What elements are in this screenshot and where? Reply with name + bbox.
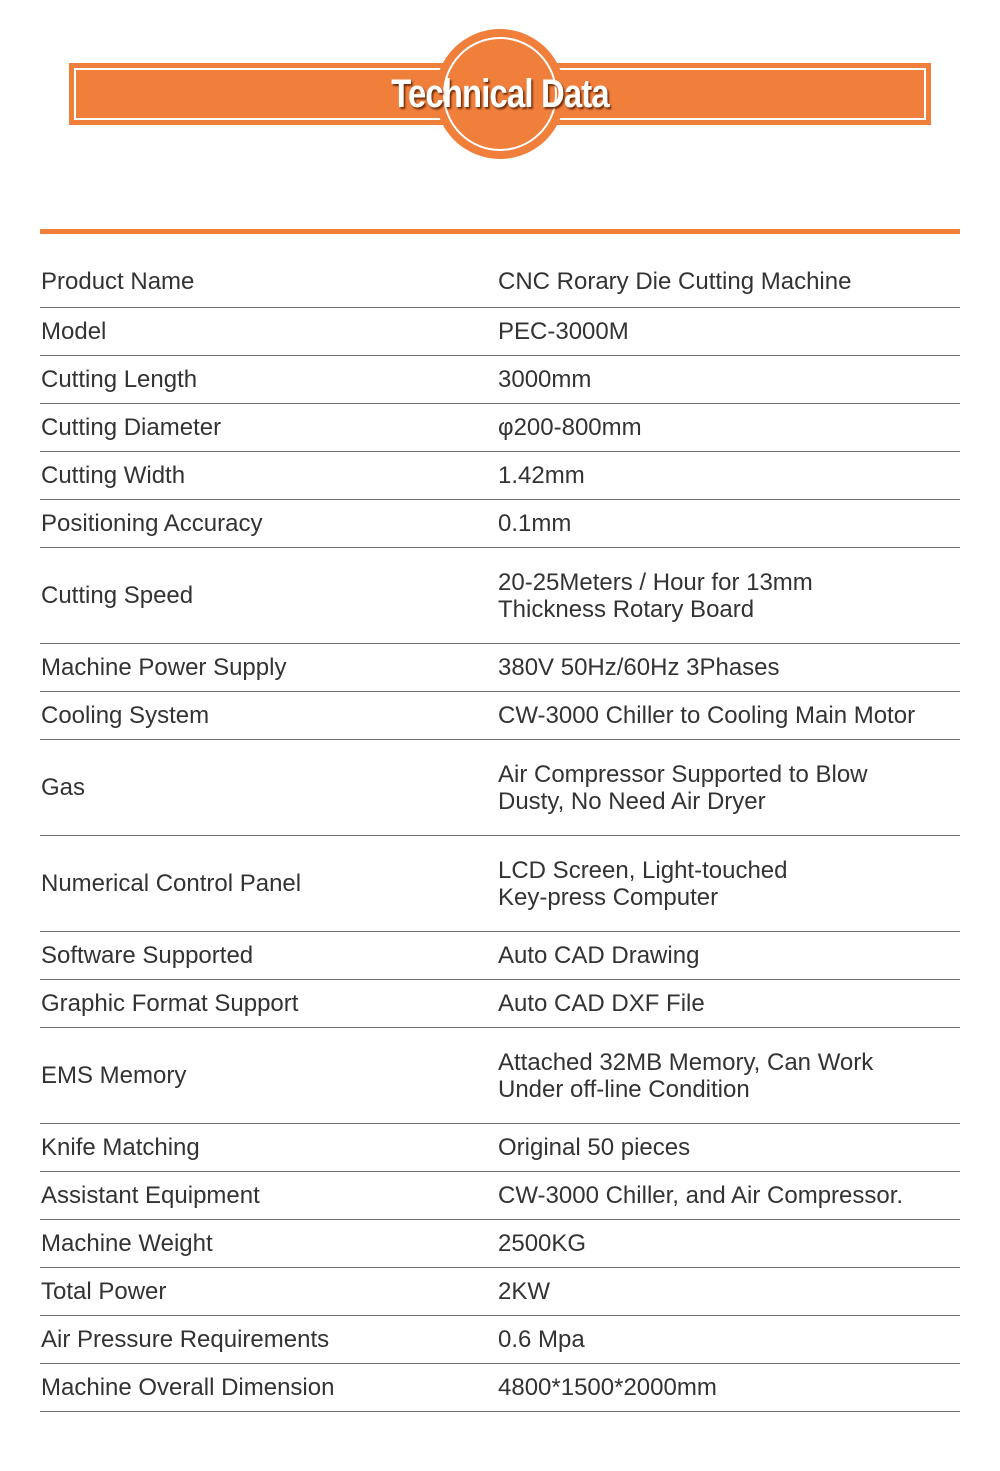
- spec-label: Graphic Format Support: [41, 990, 299, 1017]
- table-row: [40, 256, 960, 308]
- spec-label: Cutting Length: [41, 366, 198, 393]
- table-row: [40, 740, 960, 836]
- spec-value: PEC-3000M: [498, 318, 629, 345]
- spec-label: Positioning Accuracy: [41, 510, 263, 537]
- spec-label: Assistant Equipment: [41, 1182, 260, 1209]
- spec-label: Cutting Speed: [41, 582, 194, 609]
- spec-value: CW-3000 Chiller to Cooling Main Motor: [498, 702, 916, 729]
- spec-value: 4800*1500*2000mm: [498, 1374, 717, 1401]
- spec-value: 1.42mm: [498, 462, 585, 489]
- spec-label: EMS Memory: [41, 1062, 187, 1089]
- spec-label: Cutting Diameter: [41, 414, 222, 441]
- spec-label: Product Name: [41, 268, 195, 295]
- spec-label: Air Pressure Requirements: [41, 1326, 330, 1353]
- spec-value: φ200-800mm: [498, 414, 642, 441]
- table-row: [40, 404, 960, 452]
- spec-label: Model: [41, 318, 107, 345]
- spec-label: Total Power: [41, 1278, 167, 1305]
- spec-label: Cooling System: [41, 702, 210, 729]
- page-title: Technical Data: [391, 72, 609, 116]
- table-row: [40, 308, 960, 356]
- spec-value: 20-25Meters / Hour for 13mm Thickness Rotary Board: [498, 568, 813, 623]
- table-row: [40, 356, 960, 404]
- spec-value: Auto CAD DXF File: [498, 990, 705, 1017]
- spec-value: CW-3000 Chiller, and Air Compressor.: [498, 1182, 904, 1209]
- spec-value: LCD Screen, Light-touched Key-press Computer: [498, 856, 788, 911]
- table-row: [40, 452, 960, 500]
- spec-value: 2KW: [498, 1278, 551, 1305]
- table-row: [40, 1028, 960, 1124]
- spec-value: 0.6 Mpa: [498, 1326, 585, 1353]
- table-row: [40, 1364, 960, 1412]
- spec-label: Software Supported: [41, 942, 254, 969]
- spec-value: Original 50 pieces: [498, 1134, 691, 1161]
- spec-value: 3000mm: [498, 366, 592, 393]
- table-row: [40, 692, 960, 740]
- spec-value: 380V 50Hz/60Hz 3Phases: [498, 654, 780, 681]
- spec-value: Auto CAD Drawing: [498, 942, 700, 969]
- spec-label: Cutting Width: [41, 462, 186, 489]
- spec-label: Gas: [41, 774, 86, 801]
- spec-value: CNC Rorary Die Cutting Machine: [498, 268, 852, 295]
- spec-table: [40, 256, 960, 1412]
- table-row: [40, 980, 960, 1028]
- spec-label: Knife Matching: [41, 1134, 200, 1161]
- spec-value: 0.1mm: [498, 510, 572, 537]
- table-row: [40, 1268, 960, 1316]
- spec-label: Machine Weight: [41, 1230, 213, 1257]
- table-top-rule: [40, 229, 960, 234]
- spec-value: Attached 32MB Memory, Can Work Under off-line Condition: [498, 1048, 874, 1103]
- spec-label: Machine Power Supply: [41, 654, 287, 681]
- table-row: [40, 644, 960, 692]
- table-row: [40, 836, 960, 932]
- table-row: [40, 1316, 960, 1364]
- table-row: [40, 1172, 960, 1220]
- table-row: [40, 1220, 960, 1268]
- table-row: [40, 1124, 960, 1172]
- table-row: [40, 932, 960, 980]
- spec-value: 2500KG: [498, 1230, 587, 1257]
- spec-label: Numerical Control Panel: [41, 870, 302, 897]
- table-row: [40, 548, 960, 644]
- table-row: [40, 500, 960, 548]
- spec-label: Machine Overall Dimension: [41, 1374, 335, 1401]
- spec-value: Air Compressor Supported to Blow Dusty, No Need Air Dryer: [498, 760, 868, 815]
